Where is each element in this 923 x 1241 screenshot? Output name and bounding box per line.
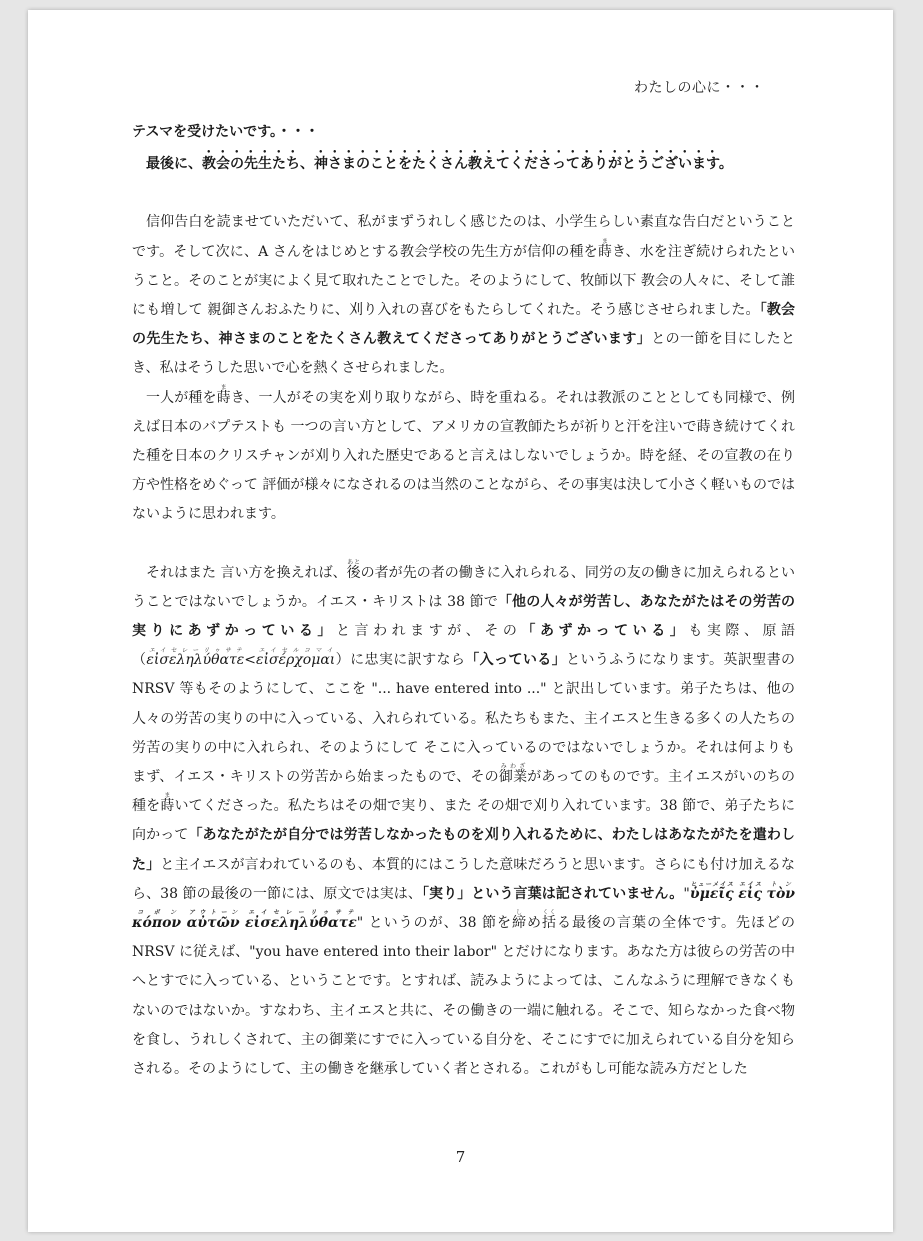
furigana: コポン bbox=[132, 909, 182, 917]
text-run: テスマを受けたいです。・・・ bbox=[132, 124, 320, 140]
text-run: ）に忠実に訳すなら bbox=[335, 652, 466, 669]
ruby-annotated-word: 締し bbox=[511, 909, 527, 932]
furigana: アウトーン bbox=[186, 909, 240, 917]
ruby-annotated-word: 蒔ま bbox=[160, 792, 175, 815]
text-run: < bbox=[244, 652, 256, 669]
ruby-annotated-word: 蒔ま bbox=[597, 237, 612, 260]
furigana: トン bbox=[766, 880, 796, 888]
text-run: というふうになります。英訳聖書の NRSV 等もそのようにして、ここを "... have entered into ..." と訳出しています。弟子たちは、他の人々の労苦の実りの中に入っている、入れられている。私たちもまた、主イエスと生きる多くの人たちの労苦の実りの中に入れられ、そのようにして そこに入っているのではないでしょうか。それは何よりもまず、イエス・キリストの労苦から始まったもので、その bbox=[132, 652, 795, 786]
furigana: エイセレーリゥサテ bbox=[245, 909, 357, 917]
running-header: わたしの心に・・・ bbox=[634, 80, 765, 96]
text-run: 「実り」という言葉は記されていません。 bbox=[421, 885, 684, 902]
text-run: 「入っている」 bbox=[465, 652, 567, 669]
text-run: き、一人がその実を刈り取りながら、時を重ねる。それは教派のこととしても同様で、例えば日本のバプテストも 一つの言い方として、アメリカの宣教師たちが祈りと汗を注いで蒔き続けてくれた種を日本のクリスチャンが刈り入れた歴史であると言えはしないでしょうか。時を経、その宣教の在り方や性格をめぐって 評価が様々になされるのは当然のことながら、その事実は決して小さく軽いものではないように思われます。 bbox=[132, 389, 796, 523]
text-run: と言われますが、その bbox=[335, 623, 522, 640]
text-run: 「他の人々が労苦し、あなたがたはその労苦の実りにあずかっている」 bbox=[132, 593, 796, 640]
paragraph-gap bbox=[132, 179, 795, 208]
text-run: 一人が種を bbox=[146, 389, 217, 406]
text-run: 最後に、 bbox=[146, 156, 202, 173]
text-run: 教会の先生たち、神さまのことをたくさん教えてくださってありがとうございます bbox=[202, 156, 719, 173]
text-run: " bbox=[683, 885, 690, 902]
ruby-annotated-word: αὐτῶνアウトーン bbox=[186, 909, 240, 932]
furigana: ヒューメイス bbox=[689, 880, 734, 888]
text-run: の者が先の者の働きに入れられる、同労の友の働きに加えられるということではないでしょうか。イエス・キリストは 38 節で bbox=[132, 564, 796, 610]
paragraph bbox=[132, 118, 795, 147]
text-run: 「教会の先生たち、神さまのことをたくさん教えてくださってありがとうございます」 bbox=[132, 302, 796, 348]
ruby-annotated-word: 蒔ま bbox=[216, 383, 231, 406]
ruby-annotated-word: 後あと bbox=[346, 558, 361, 581]
text-run: があってのものです。主イエスがいのちの種を bbox=[132, 769, 796, 815]
ruby-annotated-word: τὸνトン bbox=[766, 880, 796, 902]
text-run: との一節を目にしたとき、私はそうした思いで心を熱くさせられました。 bbox=[132, 331, 796, 377]
text-run: も実際、原語（ bbox=[132, 623, 796, 669]
page-number: 7 bbox=[455, 1148, 466, 1166]
text-run: それはまた 言い方を換えれば、 bbox=[146, 564, 347, 581]
paragraph bbox=[132, 208, 795, 383]
furigana: みわざ bbox=[498, 763, 528, 771]
ruby-annotated-word: ὑμεῖςヒューメイス bbox=[689, 880, 734, 902]
text-run: き、水を注ぎ続けられたということ。そのことが実によく見て取れたことでした。そのようにして、牧師以下 教会の人々に、そして誰にも増して 親御さんおふたりに、刈り入れの喜びをもたらしてくれた。そう感じさせられました。 bbox=[132, 243, 795, 319]
furigana: ま bbox=[160, 792, 175, 800]
ruby-annotated-word: εἰσέρχομαιエイセルコマイ bbox=[256, 647, 336, 669]
text-run: " というのが、38 節を bbox=[356, 915, 512, 932]
text-run: 「あずかっている」 bbox=[521, 623, 689, 640]
text-run: と主イエスが言われているのも、本質的にはこうした意味だろうと思います。さらにも付け加えるなら、38 節の最後の一節には、原文では実は、 bbox=[132, 856, 795, 902]
text-run: る最後の言葉の全体です。先ほどの NRSV に従えば、"you have entered into their labor" とだけになります。あなた方は彼らの労苦の中へとすでに入っている、ということです。とすれば、読みようによっては、こんなふうに理解できなくもないのではないか。すなわち、主イエスと共に、その働きの一端に触れる。そこで、知らなかった食べ物を食し、うれしくされて、主の御業にすでに入っている自分を、そこにすでに加えられている自分を知らされる。そのようにして、主の働きを継承していく者とされる。これがもし可能な読み方だとした bbox=[132, 915, 796, 1078]
furigana: し bbox=[511, 909, 526, 917]
text-run: 。 bbox=[718, 156, 733, 173]
furigana: エイセルコマイ bbox=[256, 647, 336, 655]
ruby-annotated-word: εἰςエイス bbox=[738, 880, 762, 902]
paragraph bbox=[132, 384, 795, 530]
body-text bbox=[132, 118, 795, 1084]
furigana: エイセレーリゥサテ bbox=[146, 647, 245, 655]
furigana: ま bbox=[597, 237, 612, 245]
text-run: め bbox=[526, 915, 542, 932]
furigana: ま bbox=[216, 383, 231, 391]
furigana: あと bbox=[346, 558, 361, 566]
document-page bbox=[28, 10, 893, 1232]
paragraph bbox=[132, 559, 795, 1085]
paragraph-gap bbox=[132, 530, 795, 559]
furigana: くく bbox=[542, 909, 557, 917]
ruby-annotated-word: κόπονコポン bbox=[132, 909, 182, 932]
ruby-annotated-word: εἰσεληλύθατεエイセレーリゥサテ bbox=[245, 909, 357, 932]
ruby-annotated-word: 御業みわざ bbox=[498, 763, 528, 786]
text-run: 「あなたがたが自分では労苦しなかったものを刈り入れるために、わたしはあなたがたを遣わした」 bbox=[132, 827, 796, 873]
paragraph bbox=[132, 147, 795, 179]
ruby-annotated-word: εἰσεληλύθατεエイセレーリゥサテ bbox=[146, 647, 245, 669]
text-run: 信仰告白を読ませていただいて、私がまずうれしく感じたのは、小学生らしい素直な告白だということです。そして次に、A さんをはじめとする教会学校の先生方が信仰の種を bbox=[132, 214, 795, 260]
ruby-annotated-word: 括くく bbox=[542, 909, 558, 932]
text-run: いてくださった。私たちはその畑で実り、また その畑で刈り入れています。38 節で、弟子たちに向かって bbox=[132, 798, 796, 844]
furigana: エイス bbox=[738, 880, 762, 888]
